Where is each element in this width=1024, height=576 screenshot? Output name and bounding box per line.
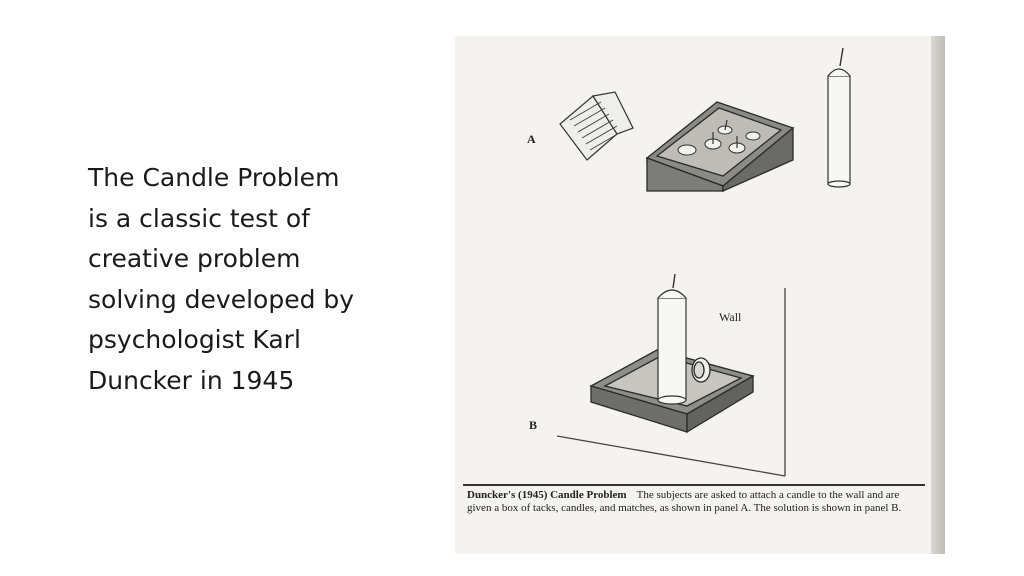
scan-edge-shadow — [931, 36, 945, 554]
slide-body-text — [88, 158, 408, 401]
caption-title: Duncker's (1945) Candle Problem — [467, 489, 627, 501]
candle-problem-figure — [455, 36, 945, 554]
tack-box-illustration — [647, 102, 793, 191]
text-line: Duncker in 1945 — [88, 365, 295, 395]
text-line: The Candle Problem — [88, 163, 340, 192]
text-line: psychologist Karl — [88, 325, 301, 354]
matchbook-illustration — [560, 92, 633, 160]
caption-text: The subjects are asked to attach a candle to the wall and are given a box of tacks, candles, and matches, as shown in panel A. The solution is shown in panel B. — [467, 489, 902, 514]
figure-illustration — [455, 36, 945, 554]
figure-caption — [467, 489, 925, 515]
panel-a-label: A — [527, 132, 536, 146]
candle-illustration-solution — [658, 274, 686, 404]
candle-illustration — [828, 48, 850, 187]
text-line: is a classic test of — [88, 203, 310, 233]
panel-b-label: B — [529, 418, 538, 432]
text-line: creative problem — [88, 244, 301, 273]
text-line: solving developed by — [88, 284, 355, 314]
wall-label: Wall — [719, 310, 742, 324]
caption-divider — [463, 484, 925, 486]
